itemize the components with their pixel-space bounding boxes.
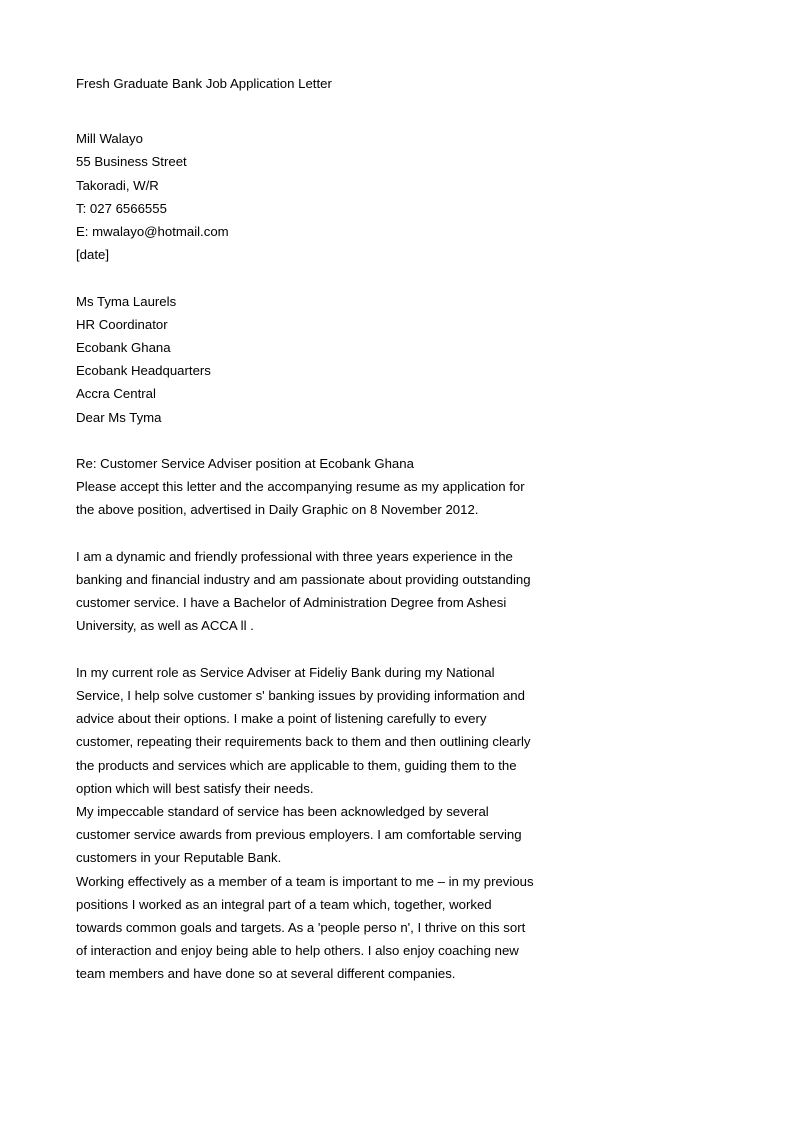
spacer-after-sender xyxy=(76,266,538,289)
sender-email: E: mwalayo@hotmail.com xyxy=(76,224,229,240)
body-paragraph-4: My impeccable standard of service has been acknowledged by several customer service awards from previous employers. I am comfortable serving customers in your Reputable Bank. xyxy=(76,804,522,866)
salutation: Dear Ms Tyma xyxy=(76,409,162,425)
letter-date: [date] xyxy=(76,247,109,263)
spacer-after-paragraph-2 xyxy=(76,638,538,661)
recipient-company: Ecobank Ghana xyxy=(76,340,171,356)
recipient-address-block xyxy=(76,290,538,429)
body-paragraph-3: In my current role as Service Adviser at Fideliy Bank during my National Service, I help solve customer s' banking issues by providing information and advice about their options. I make a point of listening carefully to every customer, repeating their requirements back to them and then outlining clearly the products and services which are applicable to them, guiding them to the option which will best satisfy their needs. xyxy=(76,664,531,796)
sender-city-region: Takoradi, W/R xyxy=(76,177,159,193)
subject-line: Re: Customer Service Adviser position at Ecobank Ghana xyxy=(76,456,414,472)
body-paragraph-5: Working effectively as a member of a team is important to me – in my previous positions I worked as an integral part of a team which, together, worked towards common goals and targets. As a 'people perso n', I thrive on this sort of interaction and enjoy being able to help others. I also enjoy coaching new team members and have done so at several different companies. xyxy=(76,873,534,982)
spacer-after-paragraph-1 xyxy=(76,522,538,545)
body-paragraph-1: Please accept this letter and the accompanying resume as my application for the above position, advertised in Daily Graphic on 8 November 2012. xyxy=(76,479,525,518)
recipient-job-title: HR Coordinator xyxy=(76,316,168,332)
sender-phone: T: 027 6566555 xyxy=(76,200,167,216)
page-title: Fresh Graduate Bank Job Application Letter xyxy=(76,76,332,91)
recipient-office: Ecobank Headquarters xyxy=(76,363,211,379)
recipient-name: Ms Tyma Laurels xyxy=(76,293,177,309)
spacer-after-title xyxy=(76,95,538,127)
recipient-city: Accra Central xyxy=(76,386,156,402)
sender-name: Mill Walayo xyxy=(76,131,143,147)
body-paragraph-2: I am a dynamic and friendly professional with three years experience in the banking and financial industry and am passionate about providing outstanding customer service. I have a Bachelor of Administration Degree from Ashesi University, as well as ACCA ll . xyxy=(76,548,531,634)
letter-content xyxy=(76,72,538,986)
sender-address-block xyxy=(76,127,538,266)
sender-street: 55 Business Street xyxy=(76,154,187,170)
spacer-after-salutation xyxy=(76,429,538,452)
